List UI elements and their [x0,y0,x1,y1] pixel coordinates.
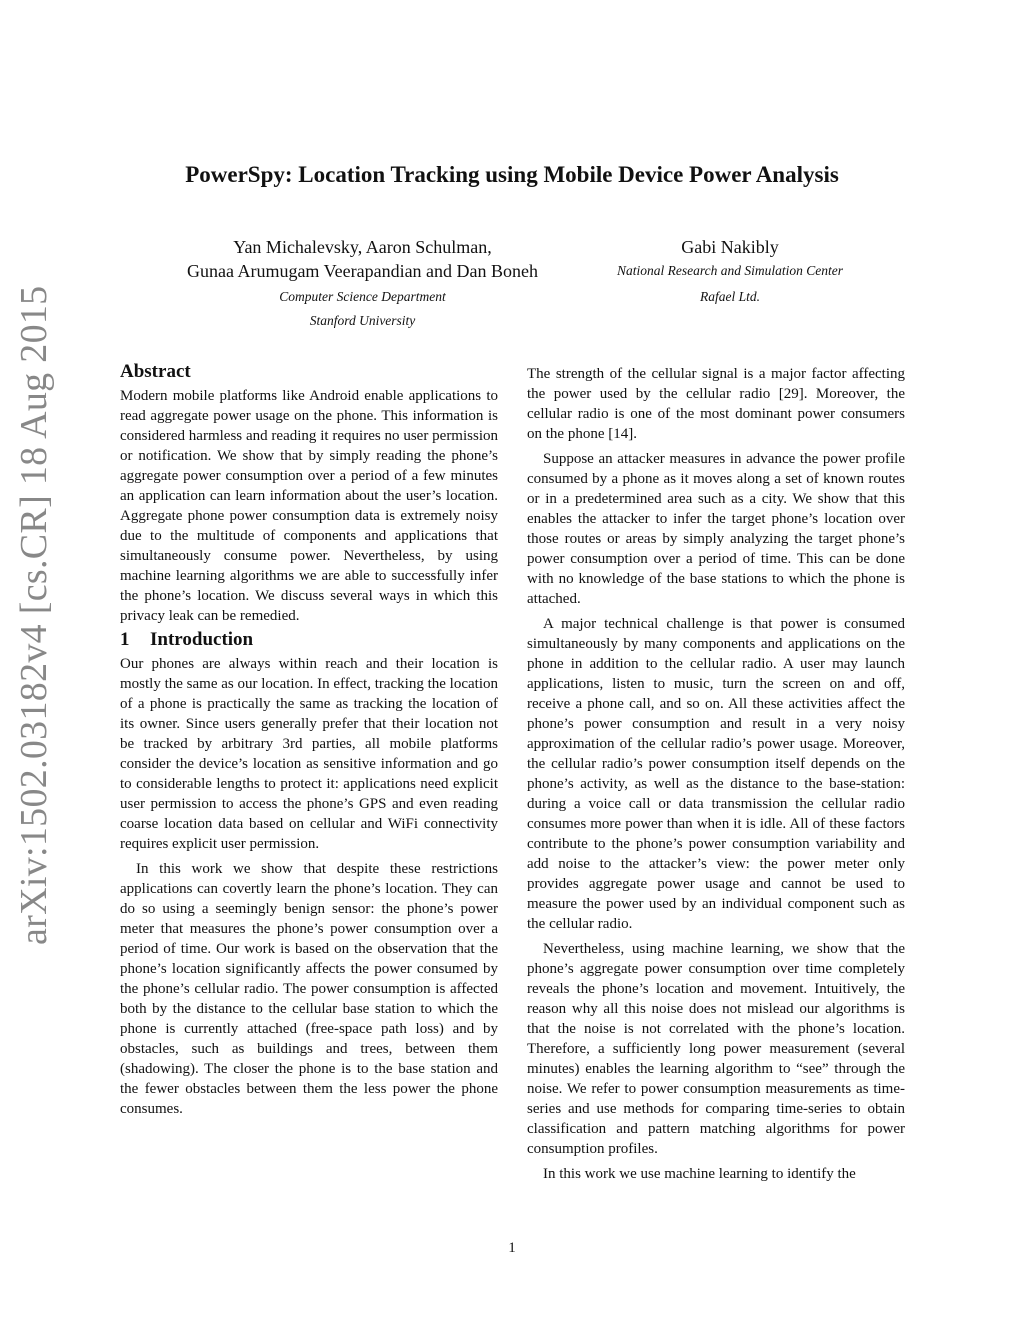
page-number: 1 [508,1240,516,1256]
introduction-heading [120,626,498,654]
affiliation-department: Computer Science Department [279,289,446,304]
author-names-line-1: Yan Michalevsky, Aaron Schulman, [233,237,492,257]
body-paragraph-1: The strength of the cellular signal is a major factor affecting the power used by the cellular radio [29]. Moreover, the cellular radio is one of the most dominant power consumers on the phone [14]. [527,366,905,442]
body-paragraph-5: In this work we use machine learning to identify the [543,1166,856,1182]
section-number: 1 [120,629,130,650]
body-paragraph-4: Nevertheless, using machine learning, we show that the phone’s aggregate power consumption over time completely reveals the phone’s location and movement. Intuitively, the reason why all this noise does not mislead our algorithms is that the noise is not correlated with the phone’s location. Therefore, a sufficiently long power measurement (several minutes) enables the learning algorithm to “see” through the noise. We refer to power consumption measurements as time-series and use methods for comparing time-series to obtain classification and pattern matching algorithms for power consumption profiles. [527,941,905,1157]
author-names-line-2: Gunaa Arumugam Veerapandian and Dan Boneh [186,261,539,281]
arxiv-identifier[interactable]: arXiv:1502.03182v4 [cs.CR] 18 Aug 2015 [13,285,55,945]
affiliation-university: Stanford University [309,313,416,328]
affiliation-center: National Research and Simulation Center [617,263,843,278]
left-column [120,358,498,1119]
author-block-rafael [590,235,870,309]
right-column [527,364,905,1184]
intro-paragraph-2: In this work we show that despite these restrictions applications can covertly learn the phone’s location. They can do so using a seemingly benign sensor: the phone’s power meter that measures the phone’s power consumption over a period of time. Our work is based on the observation that the phone’s location significantly affects the power consumed by the phone’s cellular radio. The power consumption is affected both by the distance to the cellular base station to which the phone is currently attached (free-space path loss) and by obstacles, such as buildings and trees, between them (shadowing). The closer the phone is to the base station and the fewer obstacles between them the less power the phone consumes. [120,861,498,1117]
body-paragraph-2: Suppose an attacker measures in advance the power profile consumed by a phone as it moves along a set of known routes or in a predetermined area such as a city. We show that this enables the attacker to infer the target phone’s location over those routes or areas by simply analyzing the target phone’s power consumption over a period of time. This can be done with no knowledge of the base stations to which the phone is attached. [527,451,905,607]
affiliation-company: Rafael Ltd. [700,289,760,304]
abstract-heading: Abstract [120,361,191,382]
author-block-stanford [150,235,575,333]
section-title: Introduction [150,629,254,650]
abstract-text: Modern mobile platforms like Android enable applications to read aggregate power usage on the phone. This information is considered harmless and reading it requires no user permission or notification. We show that by simply reading the phone’s aggregate power consumption over a period of a few minutes an application can learn information about the user’s location. Aggregate phone power consumption data is extremely noisy due to the multitude of components and applications that simultaneously consume power. Nevertheless, by using machine learning algorithms we are able to successfully infer the phone’s location. We discuss several ways in which this privacy leak can be remedied. [120,388,498,624]
paper-title: PowerSpy: Location Tracking using Mobile Device Power Analysis [185,162,839,187]
intro-paragraph-1: Our phones are always within reach and their location is mostly the same as our location. In effect, tracking the location of a phone is practically the same as tracking the location of its owner. Since users generally prefer that their location not be tracked by arbitrary 3rd parties, all mobile platforms consider the device’s location as sensitive information and go to considerable lengths to protect it: applications need explicit user permission to access the phone’s GPS and even reading coarse location data based on cellular and WiFi connectivity requires explicit user permission. [120,656,498,852]
body-paragraph-3: A major technical challenge is that power is consumed simultaneously by many components and applications on the phone in addition to the cellular radio. A user may launch applications, listen to music, turn the screen on and off, receive a phone call, and so on. All these activities affect the phone’s power consumption and result in a very noisy approximation of the cellular radio’s power usage. Moreover, the cellular radio’s power consumption itself depends on the phone’s activity, as well as the distance to the base-station: during a voice call or data transmission the cellular radio consumes more power than when it is idle. All of these factors contribute to the phone’s power consumption variability and add noise to the attacker’s view: the power meter only provides aggregate power usage and cannot be used to measure the power used by an individual component such as the cellular radio. [527,616,905,932]
author-name: Gabi Nakibly [681,237,779,257]
